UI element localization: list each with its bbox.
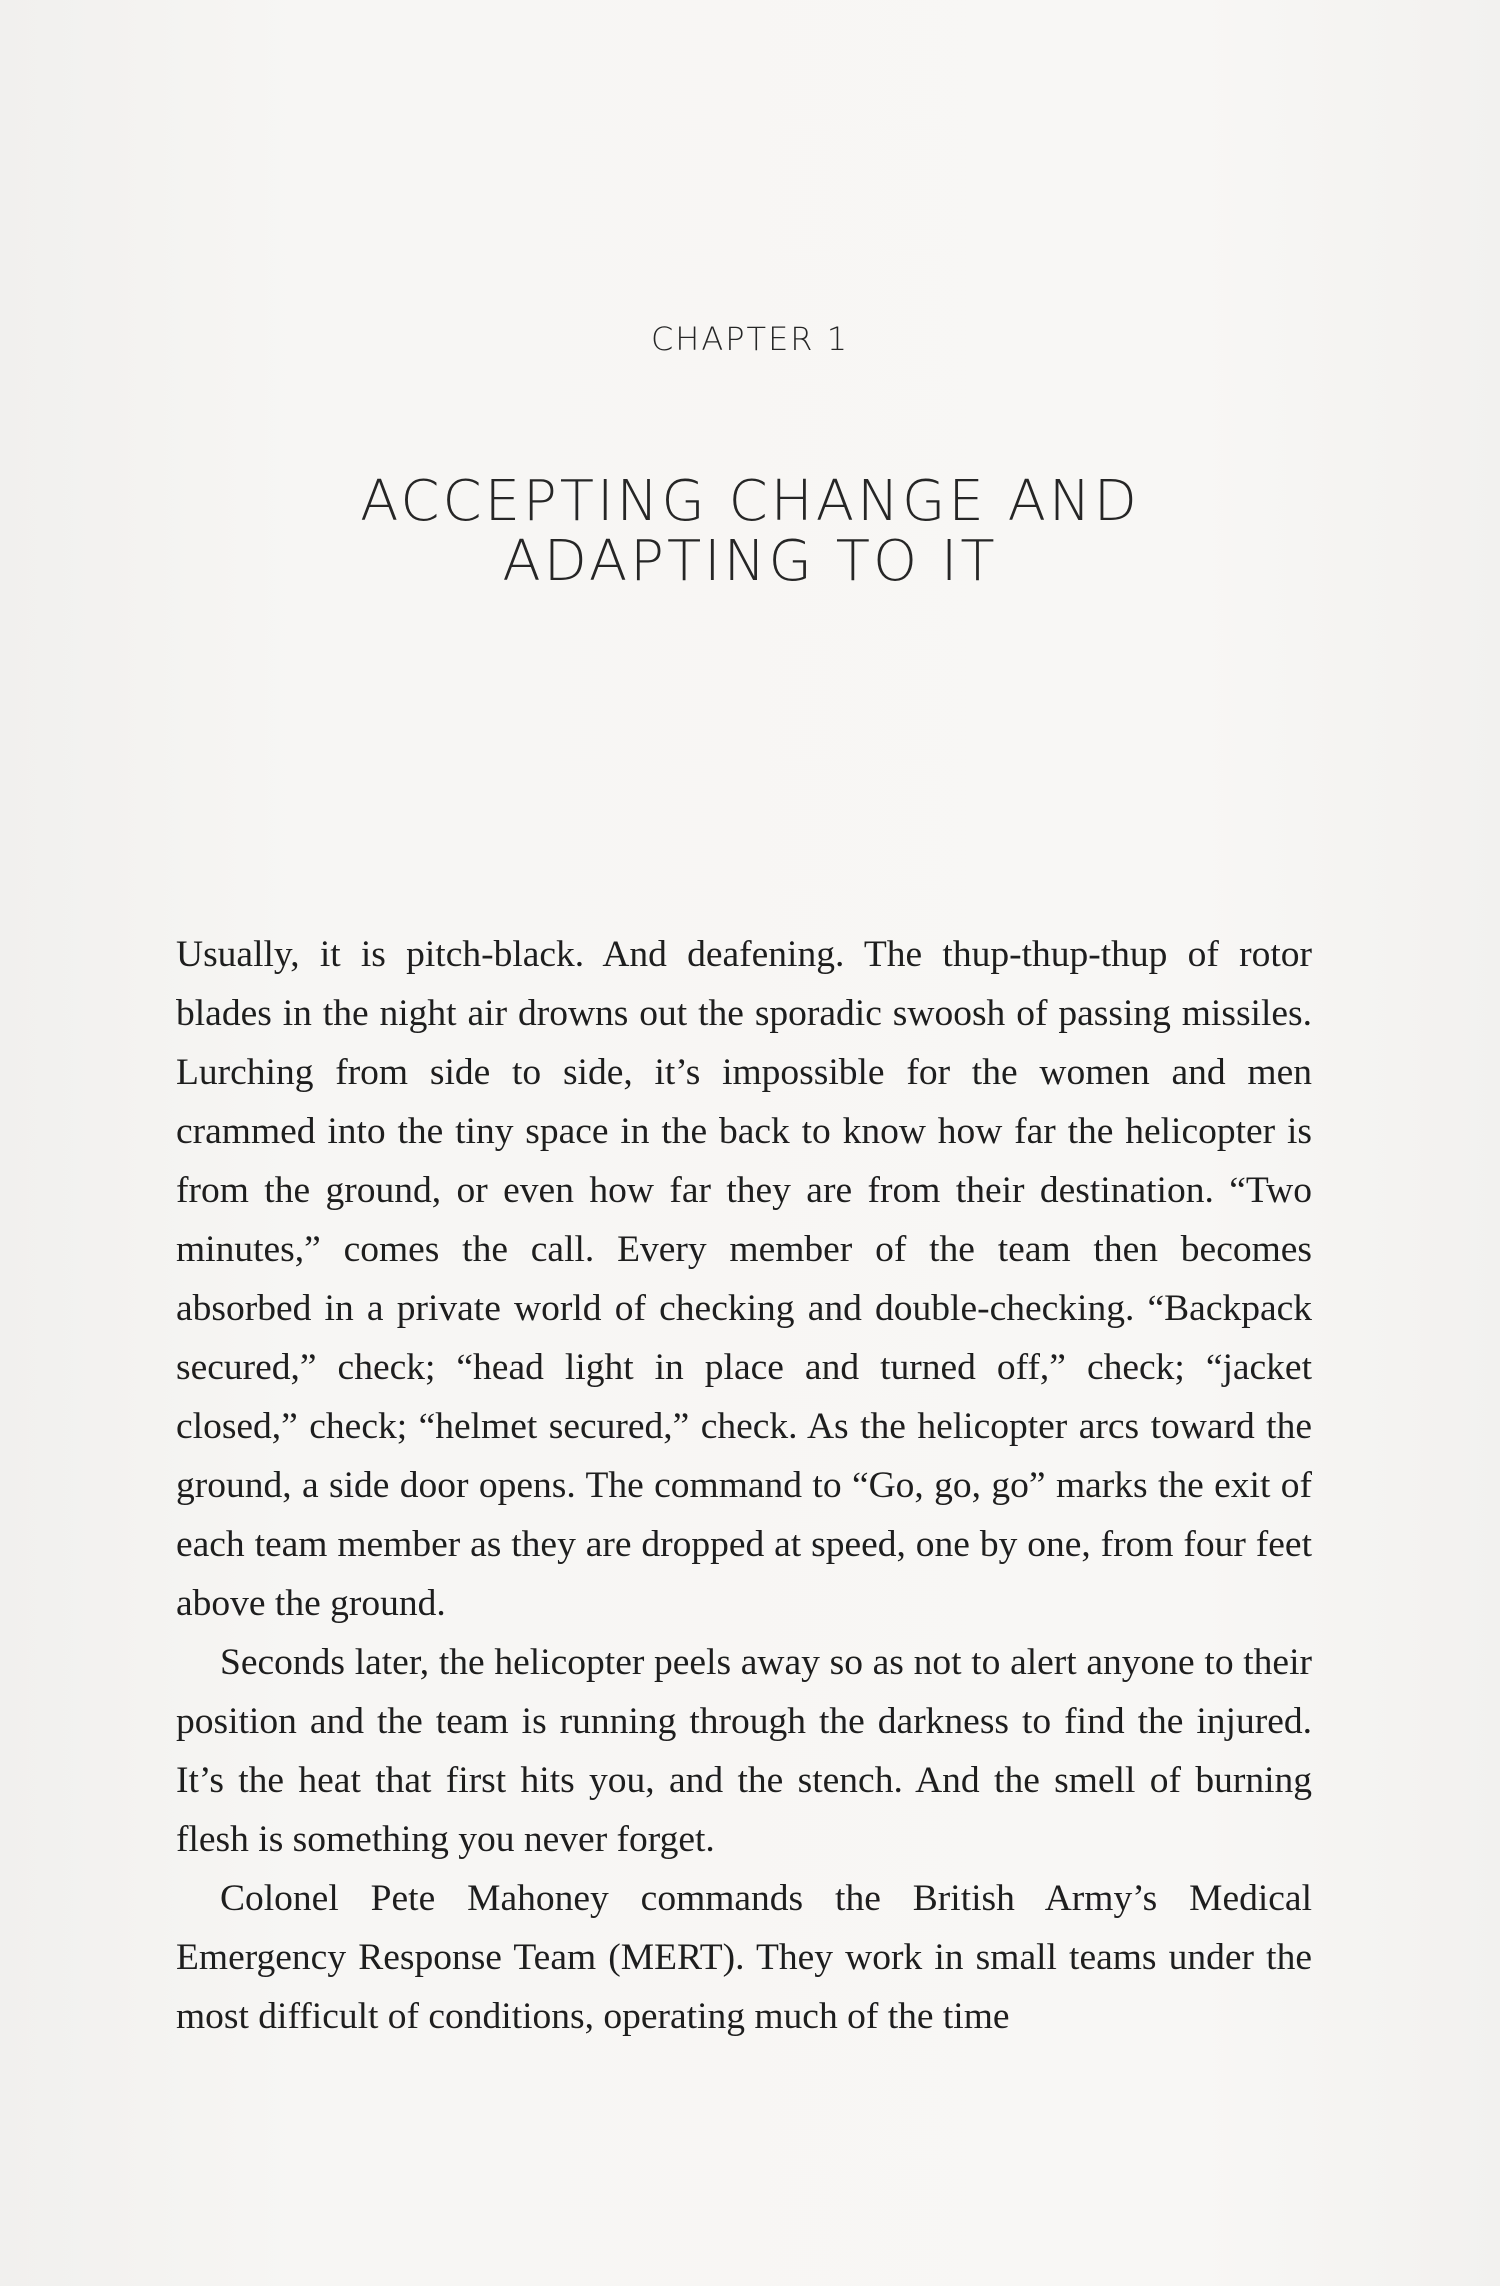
- paragraph-2: Seconds later, the helicopter peels away so as not to alert anyone to their position and the team is running through the darkness to find the injured. It’s the heat that first hits you, and the stench. And the smell of burning flesh is something you never forget.: [176, 1642, 1312, 1860]
- chapter-title: [0, 469, 1500, 594]
- paragraph-3: Colonel Pete Mahoney commands the British Army’s Medical Emergency Response Team (MERT). They work in small teams under the most difficult of conditions, operating much of the time: [176, 1878, 1312, 2037]
- body-text: [176, 925, 1312, 2046]
- chapter-title-line-1: ACCEPTING CHANGE AND: [360, 469, 1140, 534]
- chapter-label: CHAPTER 1: [650, 320, 850, 358]
- chapter-title-line-2: ADAPTING TO IT: [502, 529, 998, 594]
- paragraph-1: Usually, it is pitch-black. And deafening. The thup-thup-thup of rotor blades in the night air drowns out the sporadic swoosh of passing missiles. Lurching from side to side, it’s impossible for the women and men crammed into the tiny space in the back to know how far the helicopter is from the ground, or even how far they are from their destination. “Two minutes,” comes the call. Every member of the team then becomes absorbed in a private world of checking and double-checking. “Backpack secured,” check; “head light in place and turned off,” check; “jacket closed,” check; “helmet secured,” check. As the helicopter arcs toward the ground, a side door opens. The command to “Go, go, go” marks the exit of each team member as they are dropped at speed, one by one, from four feet above the ground.: [176, 934, 1312, 1624]
